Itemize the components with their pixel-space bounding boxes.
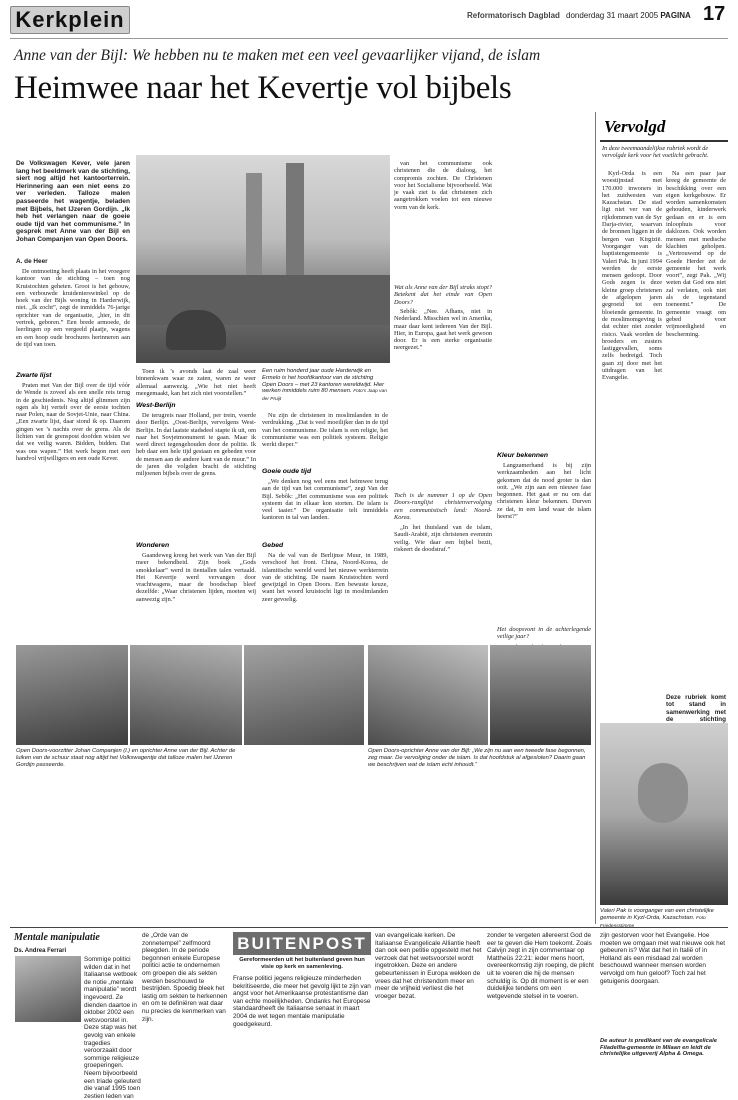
subhead-zwarte-lijst: Zwarte lijst (16, 372, 52, 379)
photo-caption-mid: Open Doors-oprichter Anne van der Bijl: „We zijn nu aan een tweede fase begonnen, zeg maar. De vervolging onder de islam. Is dat hoofdstuk al afgesloten? Daarin gaan we beschrijven wat de islam echt inhoudt.” (368, 748, 586, 768)
vervolgd-intro: In deze tweemaandelijkse rubriek wordt de vervolgde kerk voor het voetlicht gebracht. (602, 145, 709, 160)
page-number: 17 (703, 3, 726, 25)
buitenpost-column-6 (600, 932, 728, 1036)
interview-question-3: Het doopsvont in de achterlegende veilige jaar? (497, 626, 591, 641)
article-column-5 (497, 462, 591, 622)
buitenpost-column-3 (233, 975, 371, 1065)
paragraph: De terugreis naar Holland, per trein, voerde door Berlijn. „Oost-Berlijn, vervolgens West-Berlijn. In dat laatste stadsdeel stapte ik uit, om naar het Sovjetmonument te gaan. Maar ik werd direct tegengehouden door de politie. Ik heb daar een hele tijd gestaan en gebeden voor de mensen aan de andere kant van de muur.” In de jaren die volgden bracht de stichting miljoenen bijbels over de grens. (136, 412, 256, 478)
article-kicker: Anne van der Bijl: We hebben nu te maken met een veel gevaarlijker vijand, de islam (14, 47, 541, 64)
subhead-west-berlijn: West-Berlijn (136, 402, 176, 409)
paragraph: de „Orde van de zonnetempel” zelfmoord pleegden. In de periode begonnen enkele Europese politici actie te ondernemen om groepen die als sekten werden beschouwd te bestrijden. Spoedig bleek het lastig om sekten te herkennen en om te definiëren wat daar nu precies de kenmerken van zijn. (142, 932, 228, 1023)
article-column-3b (262, 478, 388, 536)
article-column-4c (394, 524, 492, 637)
article-column-2b (136, 412, 256, 537)
article-column-1b (16, 382, 130, 632)
photo-companjen (16, 645, 128, 745)
article-column-3 (262, 412, 388, 464)
paragraph: Na de val van de Berlijnse Muur, in 1989, verschoof het front. China, Noord-Korea, de islamitische wereld werd het nieuwe werkterrein van de stichting. De naam Kruistochten werd gewijzigd in Open Doors. Een bewuste keuze, want het woord kruistocht ligt in moslimlanden zeer gevoelig. (262, 552, 388, 603)
article-intro: De Volkswagen Kever, vele jaren lang het beeldmerk van de stichting, siert nog altijd het kantoorterrein. Herinnering aan een niet eens zo ver verleden. Talloze malen passeerde het wagentje, beladen met Bijbels, het IJzeren Gordijn. „Ik heb het verlangen naar de goeie oude tijd van het communisme.” In gesprek met Anne van der Bijl en Johan Companjen van Open Doors. (16, 160, 130, 243)
article-headline: Heimwee naar het Kevertje vol bijbels (14, 70, 512, 106)
buitenpost-tagline: Gereformeerden uit het buitenland geven hun visie op kerk en samenleving. (239, 957, 365, 970)
page-word: PAGINA (660, 11, 691, 20)
paragraph: Sebôk: „Nee. Afhans, niet in Nederland. Misschien wel in Amerika, maar daar kent iedereen Van der Bijl. Hier, in Europa, gaat het werk gewoon door. Er is een sterke organisatie neergezet.” (394, 308, 492, 352)
interview-question-1: Wat als Anne van der Bijl straks stopt? Betekent dat het einde van Open Doors? (394, 284, 492, 306)
section-title: Kerkplein (15, 7, 125, 32)
column-title: Mentale manipulatie (14, 932, 100, 943)
vervolgd-note: Deze rubriek komt tot stand in samenwerking met de stichting (666, 694, 726, 723)
vervolgd-rule (600, 140, 728, 142)
paragraph: zijn gestorven voor het Evangelie. Hoe moeten we omgaan met wat nieuwe ook het gebeuren is? Wat dat het in Italië of in Holland als een misdaad zal worden beschouwd wanneer mensen worden vervolgd om hun geloof? Toch zal het getuigenis doorgaan. (600, 932, 726, 985)
interview-question-2: Toch is de nummer 1 op de Open Doors-ranglijst christenvervolging een communistisch land: Noord-Korea. (394, 492, 492, 521)
paragraph: Praten met Van der Bijl over de tijd vóór de Wende is zoveel als een snelle reis terug in de geschiedenis. Nog altijd glimmen zijn ogen als hij vertelt over de eerste tochten naar Polen, naar de Sovjet-Unie, naar China. „Een zwarte lijst, daar stond ik op. Daarom gingen we ’s nachts over de grens. Als de lichten van de grenspost doofden wisten we dat we veilig waren. Bidden, bidden. Dat was ons wapen.” Het werk begon met een handvol vrijwilligers en een oude Kever. (16, 382, 130, 462)
author-bio: De auteur is predikant van de evangelicale Filadelfia-gemeente in Milaan en leidt de christelijke uitgeverij Alpha & Omega. (600, 1038, 717, 1058)
photo-van-der-bijl-2 (244, 645, 364, 745)
date-text: donderdag 31 maart 2005 (566, 11, 659, 20)
paragraph: Langzamerhand is bij zijn werkzaamheden aan het licht gekomen dat de nood groter is dan ooit. „We zijn aan een nieuwe fase begonnen. Het gaat er nu om dat christenen kleur bekennen. Durven ze dat, in een land waar de islam heerst?” (497, 462, 591, 521)
chimney-shape (286, 163, 304, 283)
buitenpost-column-1a (84, 956, 142, 1100)
newspaper-name: Reformatorisch Dagblad (467, 11, 560, 20)
subhead-gebed: Gebed (262, 542, 284, 549)
paragraph: van evangelicale kerken. De Italiaanse Evangelicale Alliantie heeft dan ook een petitie opgesteld met het verzoek dat het wetsvoorstel wordt ingetrokken. Deze en andere gebeurtenissen in Europa wekken de vrees dat het christendom meer en meer de vrijheid verliest die het vroeger bezat. (375, 932, 482, 1000)
paragraph: „In het thuisland van de islam, Saudi-Arabië, zijn christenen evenmin veilig. Wie daar een bijbel bezit, riskeert de doodstraf.” (394, 524, 492, 553)
paragraph: Kyrl-Orda is een woestijnstad met 170.000 inwoners in het zuidwesten van Kazachstan. De stad ligt niet ver van de rijkdommen van de Syr Darja-rivier, waarvan de bronnen liggen in de bergen van Kirgizië. Voorganger van de baptistengemeente is Valeri Pak. In juni 1994 werden de eerste mensen gedoopt. Door Gods zegen is deze kleine groep christenen de afgelopen jaren gegroeid tot een bloeiende gemeente. In de moslimomgeving is dat echter niet zonder risico. Vaak worden de broeders en zusters lastiggevallen, soms zelfs bedreigd. Toch gaan zij door met het uitdragen van het Evangelie. (602, 170, 662, 382)
caption-text: Valeri Pak is voorganger van een christelijke gemeente in Kyzl-Orda, Kazachstan. (600, 908, 714, 921)
chimney-shape (246, 173, 262, 283)
subhead-wonderen: Wonderen (136, 542, 170, 549)
buitenpost-column-5 (487, 932, 595, 1064)
subhead-kleur-bekennen: Kleur bekennen (497, 452, 548, 459)
photo-caption-left: Open Doors-voorzitter Johan Companjen (l.) en oprichter Anne van der Bijl. Achter de luiken van de schuur staat nog altijd het Volkswagentje dat talloze malen het IJzeren Gordijn passeerde. (16, 748, 236, 768)
kever-car-shape (166, 310, 226, 350)
paragraph: Nu zijn de christenen in moslimlanden in de verdrukking. „Dat is veel moeilijker dan in de tijd van het communisme. De islam is een religie, het communisme was een politiek systeem. Religie werkt dieper.” (262, 412, 388, 449)
section-rule (10, 927, 728, 928)
subhead-goeie-oude-tijd: Goeie oude tijd (262, 468, 312, 475)
article-column-1 (16, 268, 130, 368)
paragraph: van het communisme ook christenen die de dialoog, het compromis zochten. De Christenen voor het Socialisme bijvoorbeeld. Wat je vaak ziet is dat christenen zich aangetrokken voelen tot een nieuwe vorm van de kerk. (394, 160, 492, 211)
article-byline: A. de Heer (16, 258, 48, 265)
article-column-2 (136, 368, 256, 400)
buitenpost-logo: BUITENPOST (233, 932, 371, 955)
paragraph: Toen ik ’s avonds laat de zaal weer binnenkwam waar ze zaten, waren ze weer allemaal aanwezig. „Wie het niet heeft meegemaakt, kan het zich niet voorstellen.” (136, 368, 256, 397)
portrait-head-shape (638, 763, 688, 823)
photo-credit: Foto (696, 915, 706, 921)
article-column-2c (136, 552, 256, 637)
paragraph: Franse politici jegens religieuze minderheden bekritiseerde, die meer het gevolg lijkt te zijn van angst voor het Amerikaanse protestantisme dan van echte moeilijkheden. Ondanks het Europese standaardheeft de Italiaanse senaat in maart 2004 de wet tegen mentale manipulatie goedgekeurd. (233, 975, 371, 1028)
photo-valeri-pak (600, 723, 728, 905)
vervolgd-column-2 (666, 170, 726, 690)
article-column-4 (394, 160, 492, 280)
photo-van-der-bijl-1 (130, 645, 242, 745)
buitenpost-column-2 (142, 932, 228, 1064)
article-column-4b (394, 308, 492, 488)
column-divider (595, 112, 596, 924)
photo-van-der-bijl-4 (490, 645, 591, 745)
masthead-rule (10, 38, 728, 39)
article-column-3c (262, 552, 388, 637)
caption-text: Een ruim honderd jaar oude Harderwijk en Ermelo is het hoofdkantoor van de stichting Open Doors – met 23 kantoren wereldwijd. Hier werken inmiddels ruim 80 mensen. (262, 368, 385, 395)
column-author: Ds. Andrea Ferrari (14, 948, 67, 954)
paragraph: Na een paar jaar kreeg de gemeente de beschikking over een eigen kerkgebouw. Er worden samenkomsten gehouden, kinderwerk gedaan en er is een inloophuis voor daklozen. Ook worden mensen met medische klachten geholpen. „Vertrouwend op de Goede Herder zet de gemeente het werk voort”, zegt Pak. „Wij weten dat God ons niet zal verlaten, ook niet als de tegenstand toeneemt.” De gemeente vraagt om gebed voor vrijmoedigheid en bescherming. (666, 170, 726, 338)
vervolgd-title: Vervolgd (604, 117, 666, 136)
photo-credit: Foto's Jaap van der Pruijt (262, 389, 387, 403)
paragraph: „We denken nog wel eens met heimwee terug aan de tijd van het communisme”, zegt Van der Bijl. Sebôk: „Het communisme was een politiek systeem dat in elkaar kon storten. De islam is veel taaier.” De organisatie telt inmiddels kantoren in tal van landen. (262, 478, 388, 522)
photo-van-der-bijl-3 (368, 645, 488, 745)
photo-kantoor-kever (136, 155, 390, 363)
vervolgd-column-1 (602, 170, 662, 718)
buitenpost-column-4 (375, 932, 483, 1064)
paragraph: De ontmoeting heeft plaats in het vroegere kantoor van de stichting – toen nog Kruistochten geheten. Groot is het gebouw, een verbouwde kruidenierswinkel op de hoek van der Bijls woning in Harderwijk, niet. „Ik zocht”, zegt de inmiddels 76-jarige oprichter van de organisatie, „hier, in dit vertrek, geboren.” Een brede armoede, de leerlingen op een vergeeld plaatje, wagens en een hoop oude brochures herinneren aan de tijd van toen. (16, 268, 130, 348)
paragraph: Gaandeweg kreeg het werk van Van der Bijl meer bekendheid. Zijn boek „Gods smokkelaar” werd in tientallen talen vertaald. Het Kevertje werd vervangen door vrachtwagens, maar de boodschap bleef dezelfde: „Waar christenen lijden, moeten wij aanwezig zijn.” (136, 552, 256, 603)
paragraph: zonder te vergeten allereerst God de eer te geven die Hem toekomt. Zoals Calvijn zegt in zijn commentaar op Mattheüs 22:21: ieder mens hoort, overeenkomstig zijn roeping, de plicht uit te voeren die hij de mensen schuldig is. Op dit moment is er een duidelijke tendens om een wetgevende stelsel in te voeren. (487, 932, 594, 1000)
masthead (0, 0, 738, 40)
photo-caption-top (262, 368, 388, 404)
author-photo (15, 956, 81, 1022)
paragraph: Sommige politici wilden dat in het Italiaanse wetboek de notie „mentale manipulatie” wordt ingevoerd. Ze dienden daartoe in oktober 2002 een wetsvoorstel in. Deze stap was het gevolg van enkele tragedies veroorzaakt door sommige religieuze groeperingen. Neem bijvoorbeeld een triade geleuterd die vanaf 1995 toen zestien leden van (84, 956, 141, 1100)
issue-date (566, 11, 691, 20)
